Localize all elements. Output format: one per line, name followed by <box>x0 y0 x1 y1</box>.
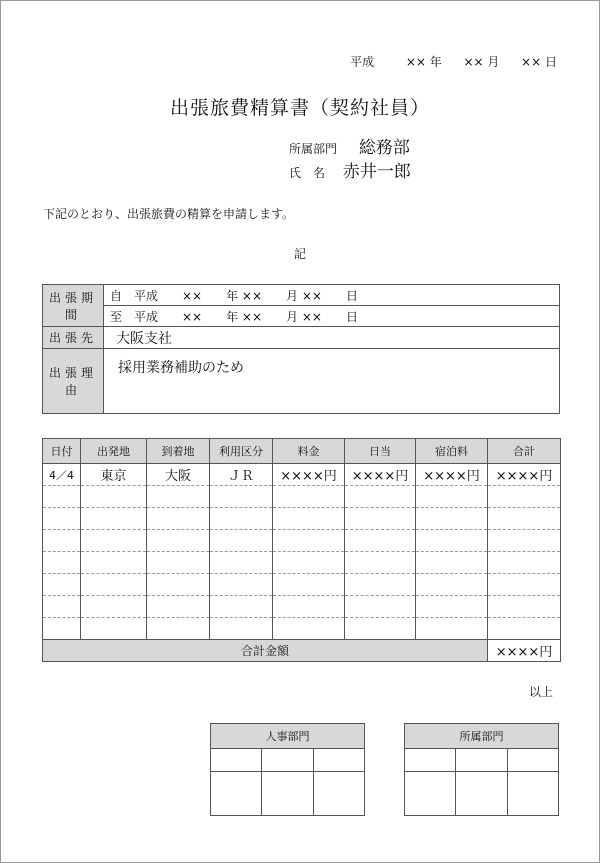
col-transport: 利用区分 <box>210 439 273 464</box>
table-row <box>43 596 561 618</box>
stamp-cell <box>211 772 262 816</box>
stamp-cell <box>507 772 558 816</box>
col-departure: 出発地 <box>81 439 147 464</box>
stamp-cell <box>507 749 558 772</box>
cell-fare: ××××円 <box>273 464 345 486</box>
hr-stamp-title: 人事部門 <box>211 724 365 749</box>
date-month: ×× <box>463 55 484 69</box>
dept-stamp-title: 所属部門 <box>405 724 559 749</box>
department-row <box>289 133 410 158</box>
name-value: 赤井一郎 <box>342 162 411 182</box>
stamp-cell <box>262 749 313 772</box>
ki-heading: 記 <box>293 247 306 261</box>
table-row <box>43 618 561 640</box>
col-date: 日付 <box>43 439 81 464</box>
intro-text: 下記のとおり、出張旅費の精算を申請します。 <box>43 207 295 221</box>
table-row <box>43 574 561 596</box>
reason-label: 出張理由 <box>43 349 104 414</box>
stamp-cell <box>313 772 364 816</box>
total-row <box>43 640 561 662</box>
expense-header-row <box>43 439 561 464</box>
cell-daily-allowance: ××××円 <box>345 464 416 486</box>
expense-table <box>42 438 561 662</box>
application-date <box>350 53 557 70</box>
total-label: 合計金額 <box>43 640 488 662</box>
col-total: 合計 <box>488 439 561 464</box>
date-month-unit: 月 <box>487 55 500 69</box>
period-label: 出張期間 <box>43 285 104 327</box>
date-era: 平成 <box>350 55 375 69</box>
col-arrival: 到着地 <box>147 439 210 464</box>
dept-approval-stamp-box <box>404 723 559 816</box>
date-year: ×× <box>405 55 426 69</box>
table-row <box>43 508 561 530</box>
table-row <box>43 530 561 552</box>
period-from: 自 平成 ×× 年 ×× 月 ×× 日 <box>104 285 560 306</box>
stamp-cell <box>313 749 364 772</box>
document-title: 出張旅費精算書（契約社員） <box>169 97 430 119</box>
table-row <box>43 486 561 508</box>
destination-label: 出張先 <box>43 327 104 349</box>
date-day: ×× <box>521 55 542 69</box>
cell-total: ××××円 <box>488 464 561 486</box>
destination-value: 大阪支社 <box>104 327 560 349</box>
reason-value: 採用業務補助のため <box>104 349 560 414</box>
department-value: 総務部 <box>358 138 410 158</box>
cell-transport: ＪＲ <box>210 464 273 486</box>
period-to: 至 平成 ×× 年 ×× 月 ×× 日 <box>104 306 560 327</box>
name-label: 氏 名 <box>289 166 326 180</box>
name-row <box>289 157 411 182</box>
trip-info-table <box>42 284 560 414</box>
hr-approval-stamp-box <box>210 723 365 816</box>
table-row <box>43 464 561 486</box>
stamp-cell <box>456 749 507 772</box>
col-fare: 料金 <box>273 439 345 464</box>
col-daily-allowance: 日当 <box>345 439 416 464</box>
stamp-cell <box>211 749 262 772</box>
cell-arrival: 大阪 <box>147 464 210 486</box>
date-year-unit: 年 <box>429 55 442 69</box>
closing-text: 以上 <box>528 685 553 699</box>
department-label: 所属部門 <box>289 142 338 156</box>
stamp-cell <box>405 749 456 772</box>
total-value: ××××円 <box>488 640 561 662</box>
cell-departure: 東京 <box>81 464 147 486</box>
stamp-cell <box>456 772 507 816</box>
stamp-cell <box>262 772 313 816</box>
stamp-cell <box>405 772 456 816</box>
table-row <box>43 552 561 574</box>
cell-date: 4／4 <box>43 464 81 486</box>
date-day-unit: 日 <box>544 55 557 69</box>
col-lodging: 宿泊料 <box>416 439 488 464</box>
cell-lodging: ××××円 <box>416 464 488 486</box>
